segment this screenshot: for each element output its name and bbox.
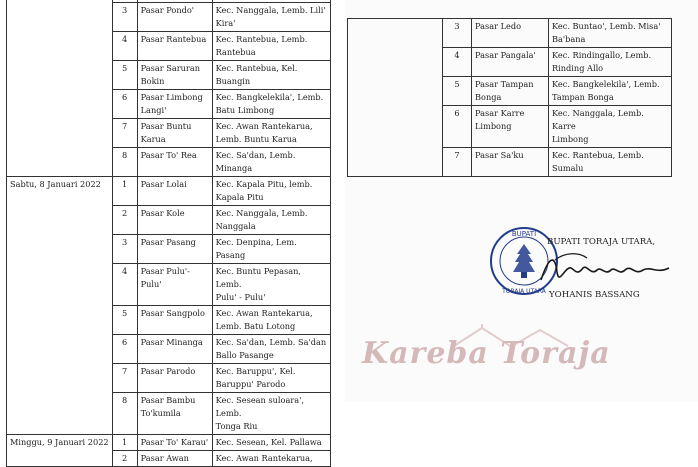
market-location: Kec. Nanggala, Lemb. Lili' Kira' — [215, 5, 326, 28]
market-name-cell — [137, 32, 212, 61]
market-name: Pasar Kole — [140, 208, 185, 218]
market-name-cell — [137, 119, 212, 148]
market-location-cell — [212, 206, 330, 235]
row-number: 1 — [122, 179, 128, 189]
market-location-cell — [212, 148, 330, 177]
day-cell — [348, 19, 443, 177]
market-location: Kec. Rantebua, Lemb. Rantebua — [215, 34, 308, 57]
market-name-cell — [472, 48, 549, 77]
market-name-cell — [137, 364, 212, 393]
market-location: Kec. Buntao', Lemb. Misa' Ba'bana — [552, 21, 661, 44]
market-name-cell — [137, 264, 212, 306]
row-number: 4 — [122, 34, 128, 44]
market-location-cell — [212, 435, 330, 451]
market-name-cell — [137, 393, 212, 435]
signatory-name: YOHANIS BASSANG — [549, 290, 640, 300]
market-name: Pasar Rantebua — [140, 34, 207, 44]
market-location: Kec. Rantebua, Lemb. Sumalu — [552, 150, 644, 173]
signature-block — [487, 218, 697, 308]
row-number-cell — [112, 32, 137, 61]
row-number: 8 — [122, 395, 128, 405]
market-location-cell — [549, 148, 672, 177]
row-number-cell — [112, 148, 137, 177]
row-number-cell — [443, 19, 472, 48]
market-location-cell — [212, 364, 330, 393]
market-location-cell — [212, 264, 330, 306]
row-number-cell — [112, 177, 137, 206]
day-label: Sabtu, 8 Januari 2022 — [10, 179, 101, 189]
row-number: 6 — [454, 108, 460, 118]
row-number-cell — [112, 90, 137, 119]
market-location-cell — [212, 451, 330, 467]
market-name: Pasar Buntu Karua — [140, 121, 192, 144]
row-number: 7 — [454, 150, 460, 160]
market-name-cell — [137, 61, 212, 90]
day-cell — [7, 435, 113, 467]
market-location: Kec. Bangkelekila', Lemb. Batu Limbong — [215, 92, 324, 115]
market-location-cell — [212, 177, 330, 206]
row-number: 3 — [122, 5, 128, 15]
row-number-cell — [112, 235, 137, 264]
market-name: Pasar Pasang — [140, 237, 196, 247]
row-number-cell — [112, 206, 137, 235]
market-name: Pasar Sangpolo — [140, 308, 205, 318]
market-location-cell — [549, 106, 672, 148]
row-number-cell — [443, 106, 472, 148]
market-location: Kec. Sa'dan, Lemb. Sa'dan Ballo Pasange — [215, 337, 327, 360]
market-name: Pasar Pulu'-Pulu' — [140, 266, 190, 289]
market-location: Kec. Awan Rantekarua, — [215, 453, 313, 463]
market-name: Pasar Limbong Langi' — [140, 92, 203, 115]
market-location-cell — [549, 19, 672, 48]
market-location: Kec. Awan Rantekarua, Lemb. Batu Lotong — [215, 308, 313, 331]
svg-text:BUPATI: BUPATI — [511, 230, 537, 238]
market-name-cell — [137, 451, 212, 467]
market-location: Kec. Denpina, Lem. Pasang — [215, 237, 297, 260]
market-location-cell — [549, 77, 672, 106]
row-number-cell — [112, 364, 137, 393]
row-number: 5 — [122, 308, 128, 318]
document-page-left — [0, 0, 345, 463]
row-number-cell — [443, 77, 472, 106]
market-location: Kec. Kapala Pitu, lemb. Kapala Pitu — [215, 179, 313, 202]
market-location: Kec. Baruppu', Kel. Baruppu' Parodo — [215, 366, 296, 389]
row-number: 8 — [122, 150, 128, 160]
market-location-cell — [212, 306, 330, 335]
svg-text:TORAJA UTARA: TORAJA UTARA — [502, 288, 546, 295]
watermark-text: Kareba Toraja — [362, 336, 611, 371]
market-name: Pasar Bambu To'kumila — [140, 395, 196, 418]
market-name: Pasar Lolai — [140, 179, 187, 189]
market-name-cell — [472, 106, 549, 148]
market-location: Kec. Buntu Pepasan, Lemb. Pulu' - Pulu' — [215, 266, 301, 302]
row-number: 2 — [122, 208, 128, 218]
market-name: Pasar To' Rea — [140, 150, 197, 160]
row-number: 7 — [122, 366, 128, 376]
row-number: 1 — [122, 437, 128, 447]
market-name: Pasar Minanga — [140, 337, 203, 347]
market-name: Pasar Pangala' — [475, 50, 536, 60]
row-number-cell — [112, 61, 137, 90]
table-row — [7, 435, 331, 451]
market-location: Kec. Sesean, Kel. Pallawa — [215, 437, 322, 447]
market-location: Kec. Nanggala, Lemb. Karre Limbong — [552, 108, 644, 144]
market-name: Pasar Awan — [140, 453, 189, 463]
row-number-cell — [112, 451, 137, 467]
market-location-cell — [212, 3, 330, 32]
day-cell — [7, 0, 113, 177]
table-row — [348, 19, 672, 48]
row-number: 5 — [454, 79, 460, 89]
market-name-cell — [137, 148, 212, 177]
row-number-cell — [112, 393, 137, 435]
schedule-table-left — [6, 0, 331, 467]
market-name-cell — [137, 177, 212, 206]
market-name-cell — [137, 206, 212, 235]
day-label: Minggu, 9 Januari 2022 — [10, 437, 109, 447]
row-number-cell — [443, 48, 472, 77]
market-location: Kec. Nanggala, Lemb. Nanggala — [215, 208, 308, 231]
row-number: 2 — [122, 453, 128, 463]
row-number-cell — [112, 119, 137, 148]
market-name-cell — [472, 148, 549, 177]
day-cell — [7, 177, 113, 435]
market-name-cell — [137, 335, 212, 364]
market-location-cell — [212, 90, 330, 119]
handwritten-signature-icon — [535, 246, 685, 290]
row-number: 4 — [122, 266, 128, 276]
market-location-cell — [212, 393, 330, 435]
market-name-cell — [137, 306, 212, 335]
market-name: Pasar Pondo' — [140, 5, 195, 15]
market-name-cell — [137, 3, 212, 32]
row-number: 7 — [122, 121, 128, 131]
market-location: Kec. Rantebua, Kel. Buangin — [215, 63, 298, 86]
market-name-cell — [472, 77, 549, 106]
market-name: Pasar Tampan Bonga — [475, 79, 534, 102]
row-number-cell — [112, 264, 137, 306]
schedule-table-right — [347, 18, 672, 177]
market-name: Pasar Sa'ku — [475, 150, 524, 160]
market-location-cell — [212, 32, 330, 61]
market-name: Pasar Ledo — [475, 21, 522, 31]
market-name: Pasar Karre Limbong — [475, 108, 525, 131]
market-name-cell — [137, 435, 212, 451]
row-number-cell — [112, 335, 137, 364]
row-number-cell — [443, 148, 472, 177]
market-name: Pasar Parodo — [140, 366, 196, 376]
row-number: 5 — [122, 63, 128, 73]
market-location-cell — [549, 48, 672, 77]
row-number-cell — [112, 306, 137, 335]
market-location-cell — [212, 335, 330, 364]
market-location-cell — [212, 119, 330, 148]
market-location: Kec. Awan Rantekarua, Lemb. Buntu Karua — [215, 121, 313, 144]
row-number: 6 — [122, 337, 128, 347]
market-name-cell — [137, 90, 212, 119]
market-location: Kec. Sesean suloara', Lemb. Tonga Riu — [215, 395, 304, 431]
market-location: Kec. Bangkelekila', Lemb. Tampan Bonga — [552, 79, 660, 102]
signatory-title: BUPATI TORAJA UTARA, — [547, 237, 656, 247]
market-name: Pasar To' Karau' — [140, 437, 209, 447]
market-name-cell — [137, 235, 212, 264]
market-location-cell — [212, 235, 330, 264]
row-number: 4 — [454, 50, 460, 60]
market-location: Kec. Sa'dan, Lemb. Minanga — [215, 150, 296, 173]
row-number-cell — [112, 435, 137, 451]
market-name: Pasar Saruran Bokin — [140, 63, 200, 86]
table-row — [7, 177, 331, 206]
row-number: 3 — [454, 21, 460, 31]
row-number: 3 — [122, 237, 128, 247]
row-number: 6 — [122, 92, 128, 102]
market-location: Kec. Rindingallo, Lemb. Rinding Allo — [552, 50, 652, 73]
market-name-cell — [472, 19, 549, 48]
market-location-cell — [212, 61, 330, 90]
row-number-cell — [112, 3, 137, 32]
